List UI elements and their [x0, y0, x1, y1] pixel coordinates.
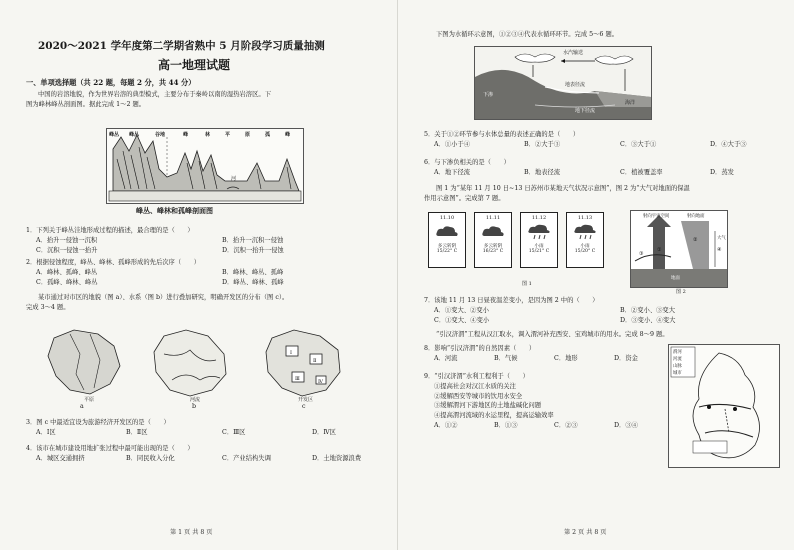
intro-line: 图为峰林峰丛剖面图。据此完成 1～2 题。	[26, 100, 146, 108]
rain-icon	[527, 224, 551, 240]
question-4	[26, 444, 386, 464]
weather-date: 11.10	[439, 215, 455, 221]
label-infiltration: 下渗	[483, 92, 494, 98]
weather-date: 11.11	[485, 215, 501, 221]
q1-option-c[interactable]: C．沉积一侵蚀一抬升	[36, 246, 98, 254]
q9-option-a[interactable]: A．①②	[434, 421, 458, 429]
question-1-stem: 1．下列关于峰丛洼地形成过程的描述，最合理的是（ ）	[26, 227, 194, 234]
q2-option-a[interactable]: A．峰林、孤峰、峰丛	[36, 268, 98, 276]
label-feng-2: 峰	[285, 132, 291, 138]
weather-temp: 15/21° C	[528, 249, 550, 254]
q4-option-a[interactable]: A．城区交通拥挤	[36, 454, 85, 462]
karst-profile-figure	[106, 128, 304, 204]
question-9-stem: 9．“引汉济渭”水利工程利于（ ）	[424, 373, 529, 380]
label-ping: 平	[225, 132, 231, 138]
q1-option-a[interactable]: A．抬升一侵蚀一沉积	[36, 236, 98, 244]
question-2-stem: 2．根据侵蚀程度，峰丛、峰林、孤峰形成的先后次序（ ）	[26, 259, 201, 266]
question-5	[424, 130, 784, 150]
label-river: 河	[231, 176, 237, 182]
weather-desc: 多云转阴	[483, 244, 503, 249]
weather-card	[428, 212, 466, 268]
intro-q3-4	[26, 293, 288, 313]
exam-title: 2020～2021 学年度第二学期省熟中 5 月阶段学习质量抽测	[38, 40, 325, 52]
legend-city: 城市	[673, 371, 682, 376]
cloud-icon	[481, 224, 505, 240]
label-to-ground: 射向地面	[687, 214, 705, 219]
figure-2-label: 图 2	[676, 289, 686, 295]
label-vapor-transport: 水汽输送	[563, 50, 584, 56]
svg-text:③: ③	[639, 251, 644, 257]
city-maps-figure	[40, 324, 360, 412]
label-ocean: 海洋	[625, 100, 636, 106]
q8-option-b[interactable]: B．气候	[494, 354, 518, 362]
intro-q8-9: “引汉济渭”工程从汉江取水，调入渭河补充西安、宝鸡城市的用水。完成 8～9 题。	[436, 331, 669, 338]
question-6	[424, 158, 784, 178]
svg-text:①: ①	[657, 247, 662, 253]
q9-option-c[interactable]: C．②③	[554, 421, 578, 429]
q3-option-c[interactable]: C．Ⅲ区	[222, 428, 246, 436]
q7-option-a[interactable]: A．①变大、②变小	[434, 306, 489, 314]
q4-option-d[interactable]: D．土地资源浪费	[312, 454, 362, 462]
label-to-space: 射向宇宙空间	[643, 214, 670, 219]
yinhanjiwei-map	[668, 344, 780, 468]
legend-weihe: 渭河	[673, 350, 682, 355]
q2-option-b[interactable]: B．峰林、峰丛、孤峰	[222, 268, 284, 276]
weather-desc: 小雨	[580, 244, 590, 249]
weather-figure	[428, 212, 628, 292]
section-heading: 一、单项选择题（共 22 题，每题 2 分，共 44 分）	[26, 78, 196, 87]
weather-card	[520, 212, 558, 268]
label-yuan: 原	[245, 132, 251, 138]
q3-option-a[interactable]: A．Ⅰ区	[36, 428, 56, 436]
weather-temp: 15/22° C	[436, 249, 458, 254]
svg-text:④: ④	[717, 247, 722, 253]
svg-text:Ⅱ: Ⅱ	[313, 358, 317, 364]
q7-option-b[interactable]: B．②变小、③变大	[620, 306, 676, 314]
label-atmosphere: 大气	[717, 236, 726, 241]
page-right	[397, 0, 794, 550]
label-feng: 峰	[183, 132, 189, 138]
label-fengcong-1: 峰丛	[109, 132, 120, 138]
intro-q5-6: 下图为水循环示意图，①②③④代表水循环环节。完成 5～6 题。	[436, 31, 619, 38]
question-7	[424, 296, 784, 326]
q6-option-c[interactable]: C．植被覆盖率	[620, 168, 663, 176]
page-number-right: 第 2 页 共 8 页	[564, 529, 607, 536]
question-5-stem: 5．关于①②环节参与水体总量的表述正确的是（ ）	[424, 131, 580, 138]
svg-text:②: ②	[693, 237, 698, 243]
map-b-legend: 河流	[190, 397, 201, 403]
karst-figure-caption: 峰丛、峰林和孤峰剖面图	[136, 206, 213, 215]
map-c-label: c	[302, 403, 306, 410]
svg-text:Ⅳ: Ⅳ	[318, 379, 323, 385]
q6-option-b[interactable]: B．地表径流	[524, 168, 561, 176]
intro-q1-2	[26, 90, 271, 110]
q9-statement-2: ②缓解西安等城市的饮用水安全	[434, 392, 523, 400]
q6-option-a[interactable]: A．地下径流	[434, 168, 471, 176]
yinhanjiwei-map-drawing	[669, 345, 779, 467]
question-3-stem: 3．图 c 中最适宜设为旅游经济开发区的是（ ）	[26, 419, 170, 426]
q7-option-c[interactable]: C．①变大、④变小	[434, 316, 490, 324]
q2-option-c[interactable]: C．孤峰、峰林、峰丛	[36, 278, 98, 286]
intro-line: 某市通过对市区的地貌（图 a）、水系（图 b）进行叠加研究，明确开发区的分布（图 c）。	[38, 294, 289, 301]
label-ground: 地面	[671, 276, 680, 281]
cloud-icon	[435, 224, 459, 240]
karst-profile-drawing	[107, 129, 303, 203]
page-number-left: 第 1 页 共 8 页	[170, 529, 213, 536]
q9-option-b[interactable]: B．①③	[494, 421, 518, 429]
weather-temp: 15/20° C	[574, 249, 596, 254]
question-3	[26, 418, 386, 438]
q5-option-c[interactable]: C．③大于①	[620, 140, 657, 148]
q8-option-c[interactable]: C．地形	[554, 354, 578, 362]
q9-option-d[interactable]: D．③④	[614, 421, 638, 429]
svg-text:Ⅰ: Ⅰ	[290, 350, 292, 356]
q4-option-c[interactable]: C．产业结构失调	[222, 454, 271, 462]
weather-date: 11.13	[577, 215, 593, 221]
weather-date: 11.12	[531, 215, 547, 221]
map-a-legend: 平原	[84, 397, 95, 403]
city-maps-drawing	[40, 324, 360, 404]
map-a-label: a	[80, 403, 84, 410]
subject-title: 高一地理试题	[158, 58, 231, 72]
q8-option-d[interactable]: D．资金	[614, 354, 638, 362]
q6-option-d[interactable]: D．蒸发	[710, 168, 734, 176]
weather-card	[474, 212, 512, 268]
label-gu: 孤	[265, 132, 271, 138]
intro-line: 中国的岩溶地貌，作为世界岩溶的典型模式，主要分布于秦岭以南的湿热岩溶区。下	[38, 91, 271, 98]
q1-option-d[interactable]: D．沉积一抬升一侵蚀	[222, 246, 284, 254]
intro-q7	[424, 184, 690, 204]
water-cycle-figure	[474, 46, 652, 120]
question-4-stem: 4．该市在城市建设用地扩张过程中最可能出现的是（ ）	[26, 445, 194, 452]
rain-icon	[573, 224, 597, 240]
q9-statement-4: ④提高渭河流域的水运里程，提高运输效率	[434, 412, 554, 420]
label-lin: 林	[205, 132, 211, 138]
map-b-label: b	[192, 403, 197, 410]
question-2	[26, 258, 386, 288]
question-8	[424, 344, 674, 364]
label-groundwater-runoff: 地下径流	[575, 108, 596, 114]
intro-line: 图 1 为“某年 11 月 10 日~13 日苏州市某地天气状况示意图”，图 2 为“大气对地面的保温	[436, 185, 690, 192]
q3-option-b[interactable]: B．Ⅱ区	[126, 428, 148, 436]
label-surface-runoff: 地表径流	[565, 82, 586, 88]
q3-option-d[interactable]: D．Ⅳ区	[312, 428, 336, 436]
legend-mountain: 山脉	[673, 364, 682, 369]
weather-card	[566, 212, 604, 268]
question-7-stem: 7．该地 11 月 13 日昼夜温差变小，是因为图 2 中的（ ）	[424, 297, 599, 304]
q5-option-d[interactable]: D．④大于③	[710, 140, 747, 148]
q9-statement-1: ①提高社会对汉江水质的关注	[434, 382, 516, 390]
q4-option-b[interactable]: B．同民收入分化	[126, 454, 175, 462]
weather-temp: 16/23° C	[482, 249, 504, 254]
question-9	[424, 372, 674, 431]
label-fengcong-2: 峰丛	[129, 132, 140, 138]
label-gudi: 谷地	[155, 132, 166, 138]
question-8-stem: 8．影响“引汉济渭”的自然因素（ ）	[424, 345, 536, 352]
figure-1-label: 图 1	[522, 281, 532, 287]
q9-statement-3: ③缓解渭河下游地区的土地盐碱化问题	[434, 402, 542, 410]
q8-option-a[interactable]: A．河流	[434, 354, 458, 362]
legend-river: 河流	[673, 357, 682, 362]
weather-desc: 小雨	[534, 244, 544, 249]
water-cycle-drawing	[475, 47, 651, 119]
question-6-stem: 6．与下渗负相关的是（ ）	[424, 159, 510, 166]
weather-desc: 多云转阴	[437, 244, 457, 249]
atmosphere-figure	[630, 210, 728, 288]
q5-option-a[interactable]: A．①小于④	[434, 140, 471, 148]
question-1	[26, 226, 386, 256]
q7-option-d[interactable]: D．③变小、④变大	[620, 316, 676, 324]
svg-text:Ⅲ: Ⅲ	[295, 376, 300, 382]
map-c-legend: 开发区	[298, 397, 314, 403]
intro-line: 完成 3～4 题。	[26, 303, 70, 311]
q1-option-b[interactable]: B．抬升一沉积一侵蚀	[222, 236, 284, 244]
q5-option-b[interactable]: B．②大于③	[524, 140, 561, 148]
intro-line: 作用示意图”。完成第 7 题。	[424, 194, 505, 202]
q2-option-d[interactable]: D．峰丛、峰林、孤峰	[222, 278, 284, 286]
